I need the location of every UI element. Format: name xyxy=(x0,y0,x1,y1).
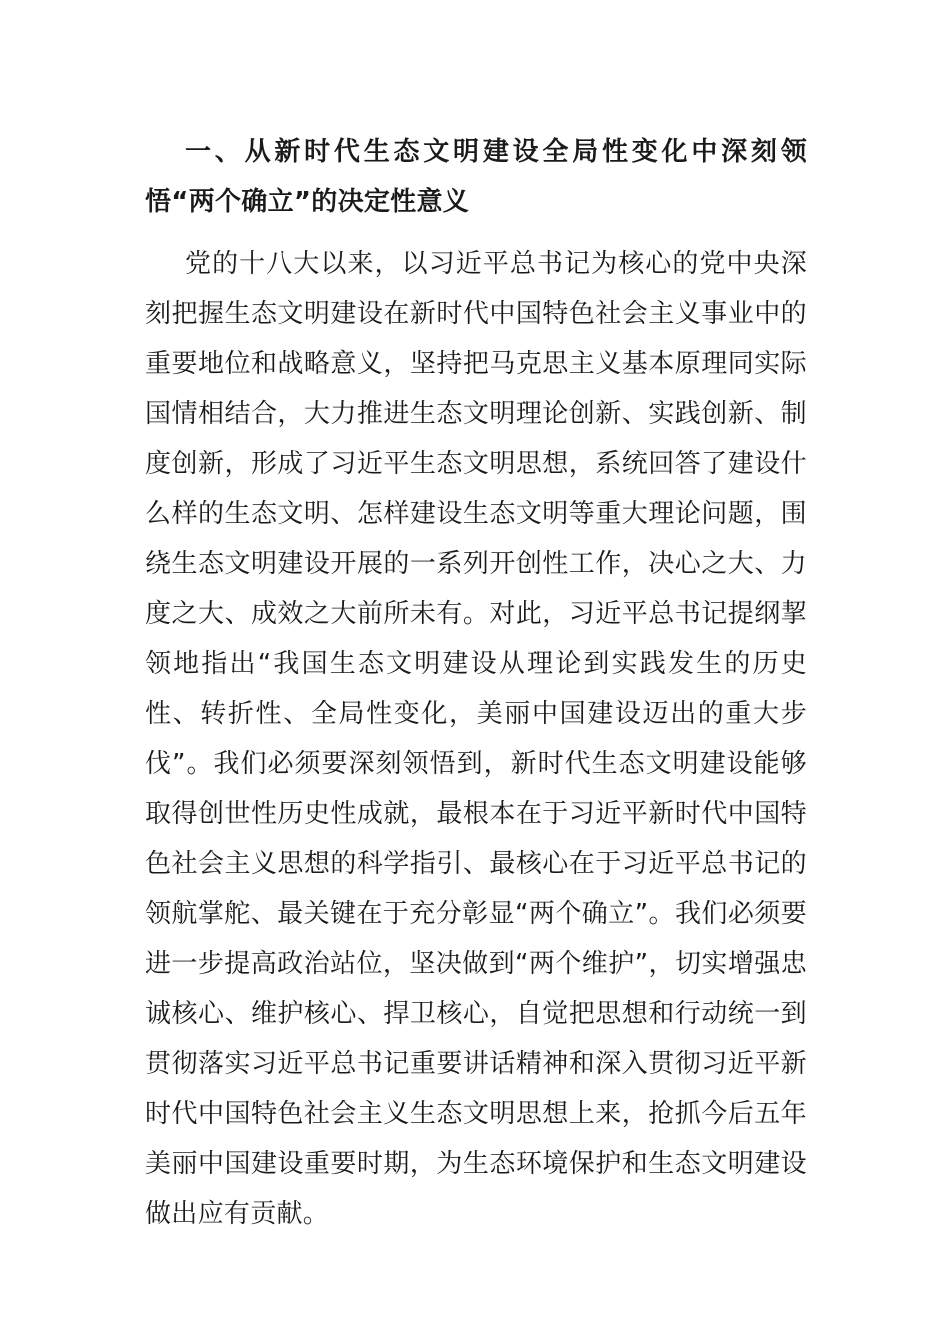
document-body xyxy=(145,127,807,1239)
section-heading: 一、从新时代生态文明建设全局性变化中深刻领悟“两个确立”的决定性意义 xyxy=(145,137,807,217)
body-paragraph: 党的十八大以来，以习近平总书记为核心的党中央深刻把握生态文明建设在新时代中国特色社会主义事业中的重要地位和战略意义，坚持把马克思主义基本原理同实际国情相结合，大力推进生态文明理论创新、实践创新、制度创新，形成了习近平生态文明思想，系统回答了建设什么样的生态文明、怎样建设生态文明等重大理论问题，围绕生态文明建设开展的一系列开创性工作，决心之大、力度之大、成效之大前所未有。对此，习近平总书记提纲挈领地指出“我国生态文明建设从理论到实践发生的历史性、转折性、全局性变化，美丽中国建设迈出的重大步伐”。我们必须要深刻领悟到，新时代生态文明建设能够取得创世性历史性成就，最根本在于习近平新时代中国特色社会主义思想的科学指引、最核心在于习近平总书记的领航掌舵、最关键在于充分彰显“两个确立”。我们必须要进一步提高政治站位，坚决做到“两个维护”，切实增强忠诚核心、维护核心、捍卫核心，自觉把思想和行动统一到贯彻落实习近平总书记重要讲话精神和深入贯彻习近平新时代中国特色社会主义生态文明思想上来，抢抓今后五年美丽中国建设重要时期，为生态环境保护和生态文明建设做出应有贡献。 xyxy=(145,249,807,1229)
